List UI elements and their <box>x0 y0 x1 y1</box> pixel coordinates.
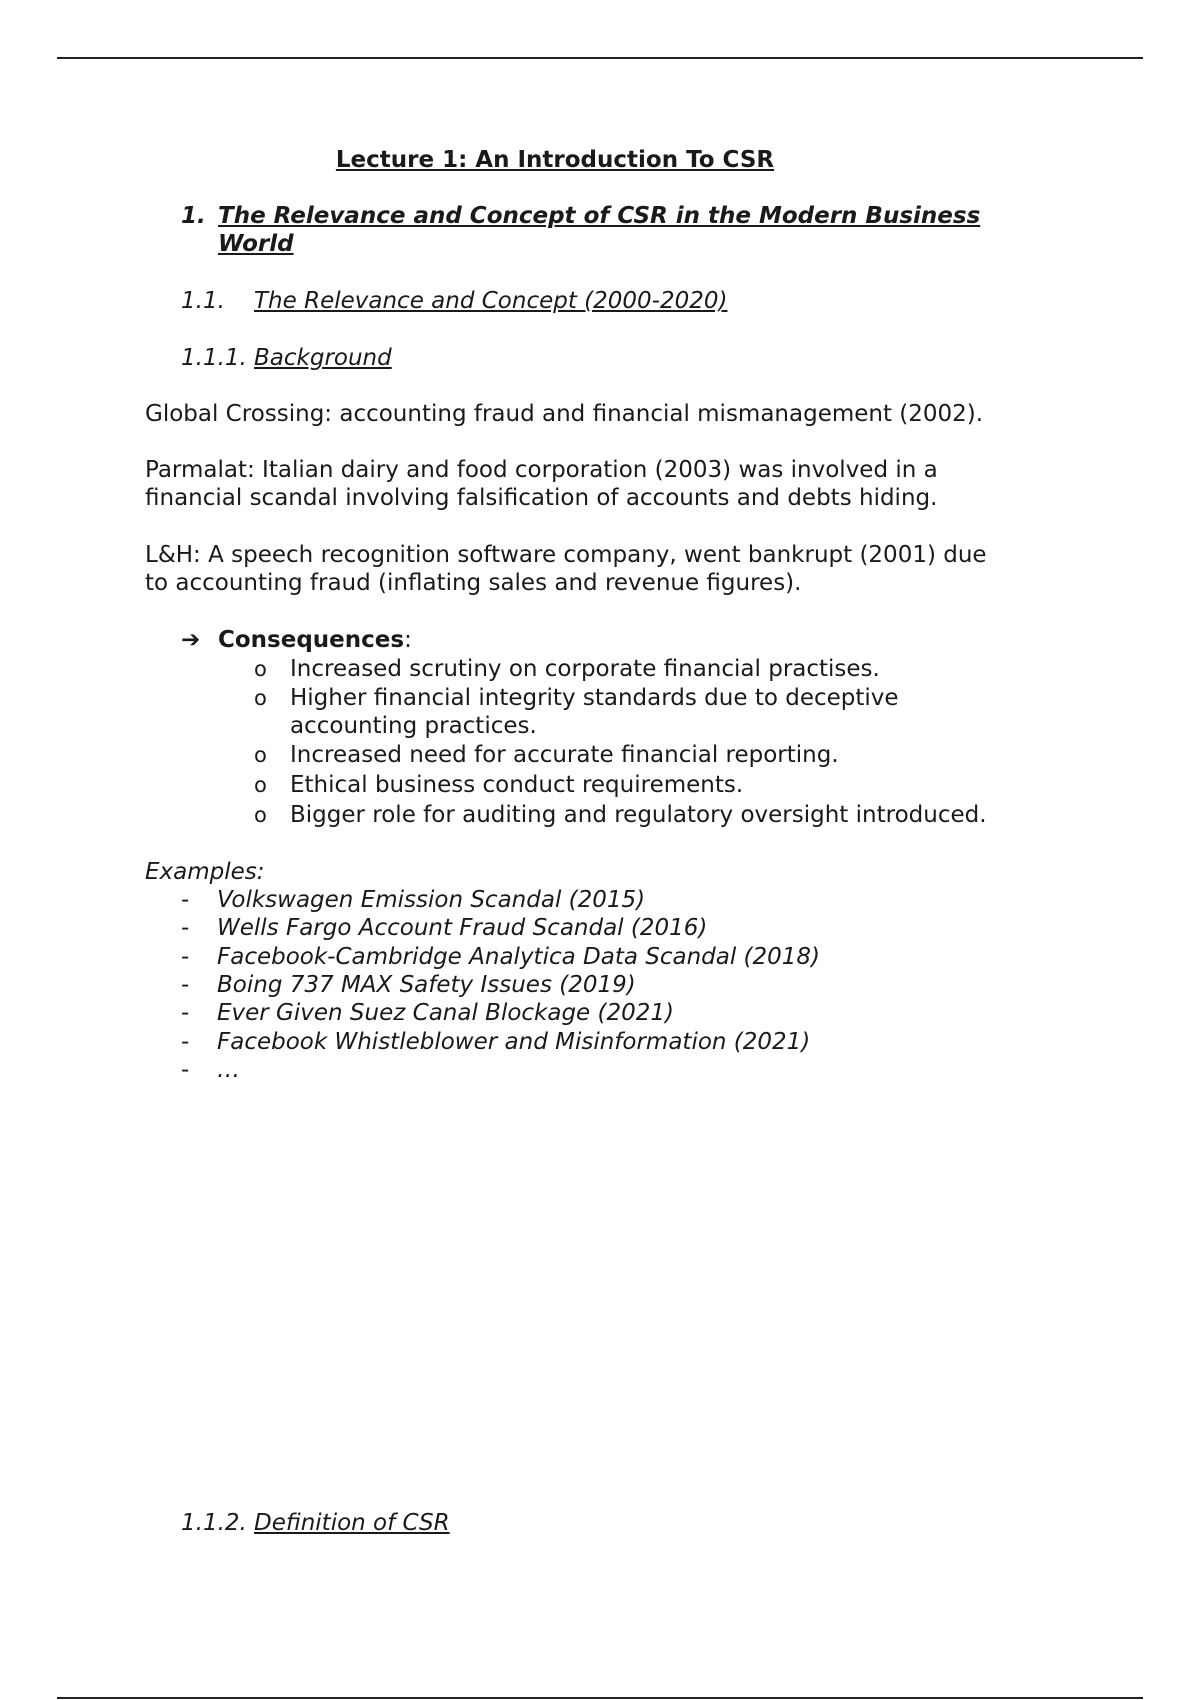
paragraph-line: L&H: A speech recognition software company, went bankrupt (2001) due <box>145 542 987 568</box>
arrow-right-icon: ➔ <box>181 627 201 653</box>
circle-bullet-icon: o <box>254 773 267 797</box>
paragraph-line: financial scandal involving falsification of accounts and debts hiding. <box>145 485 938 511</box>
dash-bullet: - <box>181 915 190 941</box>
section-1-1-1-number: 1.1.1. <box>181 345 247 371</box>
consequences-label: Consequences: <box>218 627 412 653</box>
section-1-1-title: The Relevance and Concept (2000-2020) <box>254 288 728 314</box>
header-rule <box>57 57 1143 59</box>
circle-bullet-icon: o <box>254 743 267 767</box>
dash-bullet: - <box>181 1057 190 1083</box>
section-1-title-line2: World <box>218 231 294 257</box>
dash-bullet: - <box>181 972 190 998</box>
section-1-1-number: 1.1. <box>181 288 225 314</box>
paragraph-parmalat <box>145 456 938 512</box>
circle-bullet-icon: o <box>254 657 267 681</box>
dash-bullet: - <box>181 887 190 913</box>
dash-bullet: - <box>181 1000 190 1026</box>
section-1-number: 1. <box>181 203 206 229</box>
paragraph-line: Parmalat: Italian dairy and food corporation (2003) was involved in a <box>145 457 938 483</box>
dash-bullet: - <box>181 1029 190 1055</box>
paragraph-line: Global Crossing: accounting fraud and financial mismanagement (2002). <box>145 401 984 427</box>
dash-bullet: - <box>181 944 190 970</box>
circle-bullet-icon: o <box>254 686 267 710</box>
section-1-1-2-title: Definition of CSR <box>254 1510 450 1536</box>
section-1-title-line1: The Relevance and Concept of CSR in the Modern Business <box>218 203 981 229</box>
section-1-1-2-number: 1.1.2. <box>181 1510 247 1536</box>
paragraph-global-crossing <box>145 400 983 428</box>
circle-bullet-icon: o <box>254 803 267 827</box>
examples-label: Examples: <box>145 859 265 885</box>
page-title: Lecture 1: An Introduction To CSR <box>335 147 775 173</box>
paragraph-lh <box>145 541 987 597</box>
footer-rule <box>57 1697 1143 1699</box>
section-1-1-1-title: Background <box>254 345 392 371</box>
paragraph-line: to accounting fraud (inflating sales and revenue figures). <box>145 570 802 596</box>
